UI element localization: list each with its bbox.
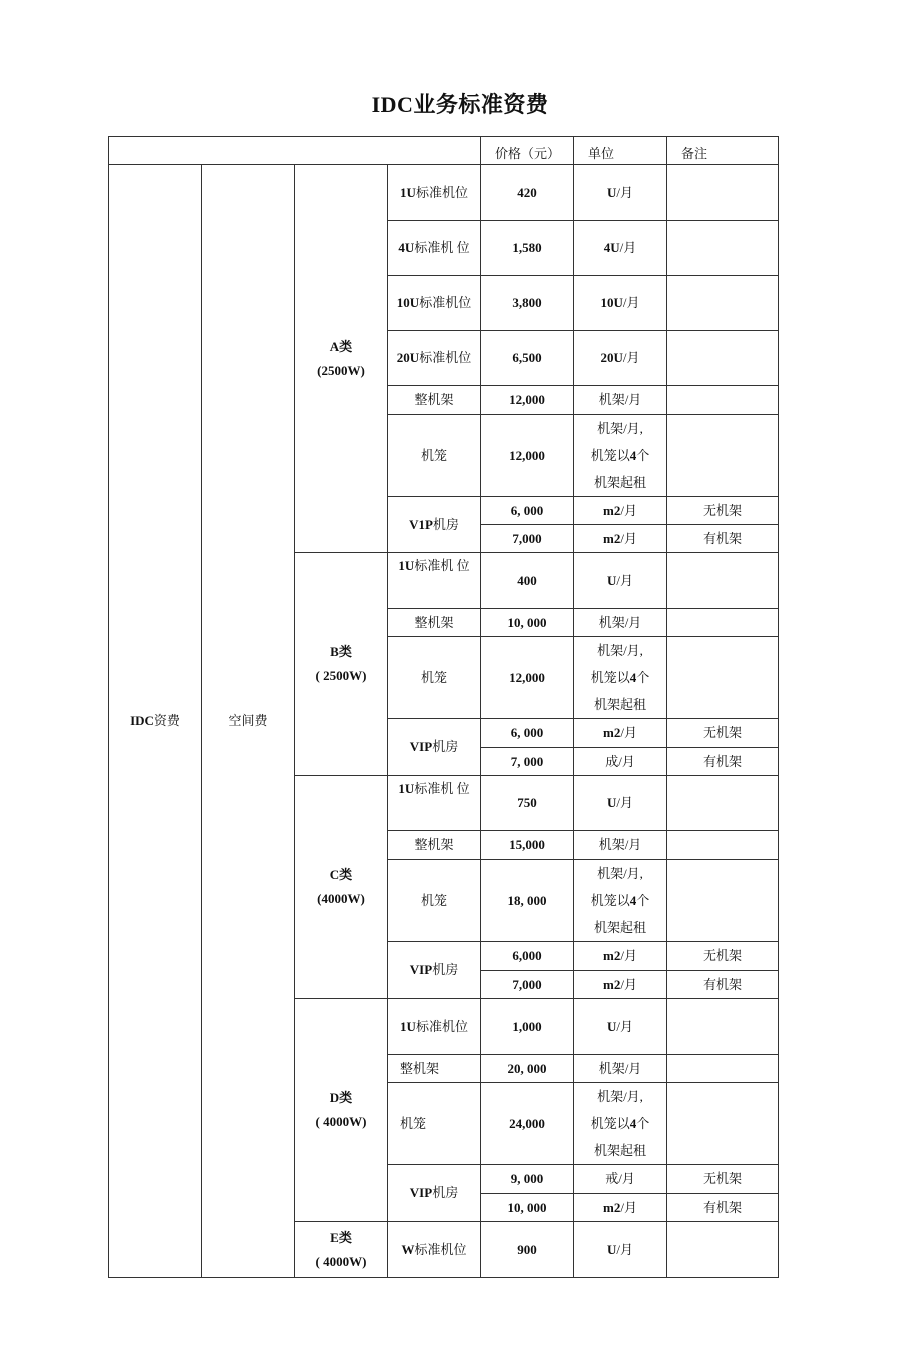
header-price: 价格（元）	[481, 137, 574, 165]
row-d4-price2: 10, 000	[481, 1194, 574, 1222]
row-d1-price: 1,000	[481, 999, 574, 1055]
row-b3-note	[667, 637, 779, 719]
row-b2-price: 10, 000	[481, 609, 574, 637]
row-b4-note2: 有机架	[667, 748, 779, 776]
row-b2-name: 整机架	[388, 609, 481, 637]
row-c4-unit1: m2/月	[574, 942, 667, 971]
row-a7-note1: 无机架	[667, 497, 779, 525]
row-e1-price: 900	[481, 1222, 574, 1278]
row-c4-price2: 7,000	[481, 971, 574, 999]
row-d3-note	[667, 1083, 779, 1165]
row-b4-note1: 无机架	[667, 719, 779, 748]
row-c3-note	[667, 860, 779, 942]
category-c: C类 (4000W)	[295, 776, 388, 999]
row-a7-price2: 7,000	[481, 525, 574, 553]
row-b4-price2: 7, 000	[481, 748, 574, 776]
row-b3-price: 12,000	[481, 637, 574, 719]
row-a1-note	[667, 165, 779, 221]
row-b1-name: 1U标准机 位	[388, 553, 481, 609]
row-c4-name: VIP机房	[388, 942, 481, 999]
row-a2-price: 1,580	[481, 221, 574, 276]
group-idc-fee: IDC资费	[109, 165, 202, 1278]
row-a2-unit: 4U/月	[574, 221, 667, 276]
row-c2-price: 15,000	[481, 831, 574, 860]
row-c1-name: 1U标准机 位	[388, 776, 481, 831]
row-a3-note	[667, 276, 779, 331]
row-c3-name: 机笼	[388, 860, 481, 942]
row-d3-unit: 机架/月, 机笼以4个 机架起租	[574, 1083, 667, 1165]
row-a6-name: 机笼	[388, 415, 481, 497]
row-a5-unit: 机架/月	[574, 386, 667, 415]
row-d4-name: VIP机房	[388, 1165, 481, 1222]
header-blank	[109, 137, 481, 165]
row-a4-name: 20U标准机位	[388, 331, 481, 386]
row-a7-note2: 有机架	[667, 525, 779, 553]
row-a6-price: 12,000	[481, 415, 574, 497]
row-c4-unit2: m2/月	[574, 971, 667, 999]
row-c3-price: 18, 000	[481, 860, 574, 942]
header-row	[109, 137, 779, 165]
row-b3-unit: 机架/月, 机笼以4个 机架起租	[574, 637, 667, 719]
row-a5-name: 整机架	[388, 386, 481, 415]
row-b4-unit2: 成/月	[574, 748, 667, 776]
row-c2-unit: 机架/月	[574, 831, 667, 860]
row-b2-unit: 机架/月	[574, 609, 667, 637]
row-a6-note	[667, 415, 779, 497]
row-d1-name: 1U标准机位	[388, 999, 481, 1055]
row-a7-unit1: m2/月	[574, 497, 667, 525]
row-a4-unit: 20U/月	[574, 331, 667, 386]
row-d4-note1: 无机架	[667, 1165, 779, 1194]
row-a5-price: 12,000	[481, 386, 574, 415]
table-row	[109, 165, 779, 221]
category-a: A类 (2500W)	[295, 165, 388, 553]
row-a4-price: 6,500	[481, 331, 574, 386]
row-c4-price1: 6,000	[481, 942, 574, 971]
row-c2-name: 整机架	[388, 831, 481, 860]
row-b2-note	[667, 609, 779, 637]
category-d: D类 ( 4000W)	[295, 999, 388, 1222]
row-a3-price: 3,800	[481, 276, 574, 331]
row-a6-unit: 机架/月, 机笼以4个 机架起租	[574, 415, 667, 497]
row-b4-price1: 6, 000	[481, 719, 574, 748]
row-d4-note2: 有机架	[667, 1194, 779, 1222]
row-b1-unit: U/月	[574, 553, 667, 609]
row-d3-name: 机笼	[388, 1083, 481, 1165]
row-d4-price1: 9, 000	[481, 1165, 574, 1194]
row-c3-unit: 机架/月, 机笼以4个 机架起租	[574, 860, 667, 942]
row-c2-note	[667, 831, 779, 860]
row-d2-note	[667, 1055, 779, 1083]
row-d1-unit: U/月	[574, 999, 667, 1055]
category-e: E类 ( 4000W)	[295, 1222, 388, 1278]
row-a4-note	[667, 331, 779, 386]
row-a7-name: V1P机房	[388, 497, 481, 553]
row-a3-name: 10U标准机位	[388, 276, 481, 331]
row-d4-unit2: m2/月	[574, 1194, 667, 1222]
category-b: B类 ( 2500W)	[295, 553, 388, 776]
group-space-fee: 空间费	[202, 165, 295, 1278]
row-b4-name: VIP机房	[388, 719, 481, 776]
row-a7-unit2: m2/月	[574, 525, 667, 553]
header-note: 备注	[667, 137, 779, 165]
row-a7-price1: 6, 000	[481, 497, 574, 525]
row-e1-note	[667, 1222, 779, 1278]
row-c4-note1: 无机架	[667, 942, 779, 971]
row-a1-name: 1U标准机位	[388, 165, 481, 221]
row-c1-unit: U/月	[574, 776, 667, 831]
row-c1-note	[667, 776, 779, 831]
row-d2-name: 整机架	[388, 1055, 481, 1083]
row-a3-unit: 10U/月	[574, 276, 667, 331]
row-a1-unit: U/月	[574, 165, 667, 221]
row-d2-price: 20, 000	[481, 1055, 574, 1083]
row-c1-price: 750	[481, 776, 574, 831]
row-d4-unit1: 戒/月	[574, 1165, 667, 1194]
row-a2-name: 4U标准机 位	[388, 221, 481, 276]
row-d3-price: 24,000	[481, 1083, 574, 1165]
page-title: IDC业务标准资费	[371, 92, 549, 117]
fee-table	[108, 136, 779, 1278]
row-a1-price: 420	[481, 165, 574, 221]
row-e1-name: W标准机位	[388, 1222, 481, 1278]
row-a2-note	[667, 221, 779, 276]
row-c4-note2: 有机架	[667, 971, 779, 999]
row-d2-unit: 机架/月	[574, 1055, 667, 1083]
header-unit: 单位	[574, 137, 667, 165]
row-b3-name: 机笼	[388, 637, 481, 719]
row-b4-unit1: m2/月	[574, 719, 667, 748]
row-d1-note	[667, 999, 779, 1055]
row-a5-note	[667, 386, 779, 415]
row-e1-unit: U/月	[574, 1222, 667, 1278]
row-b1-note	[667, 553, 779, 609]
row-b1-price: 400	[481, 553, 574, 609]
